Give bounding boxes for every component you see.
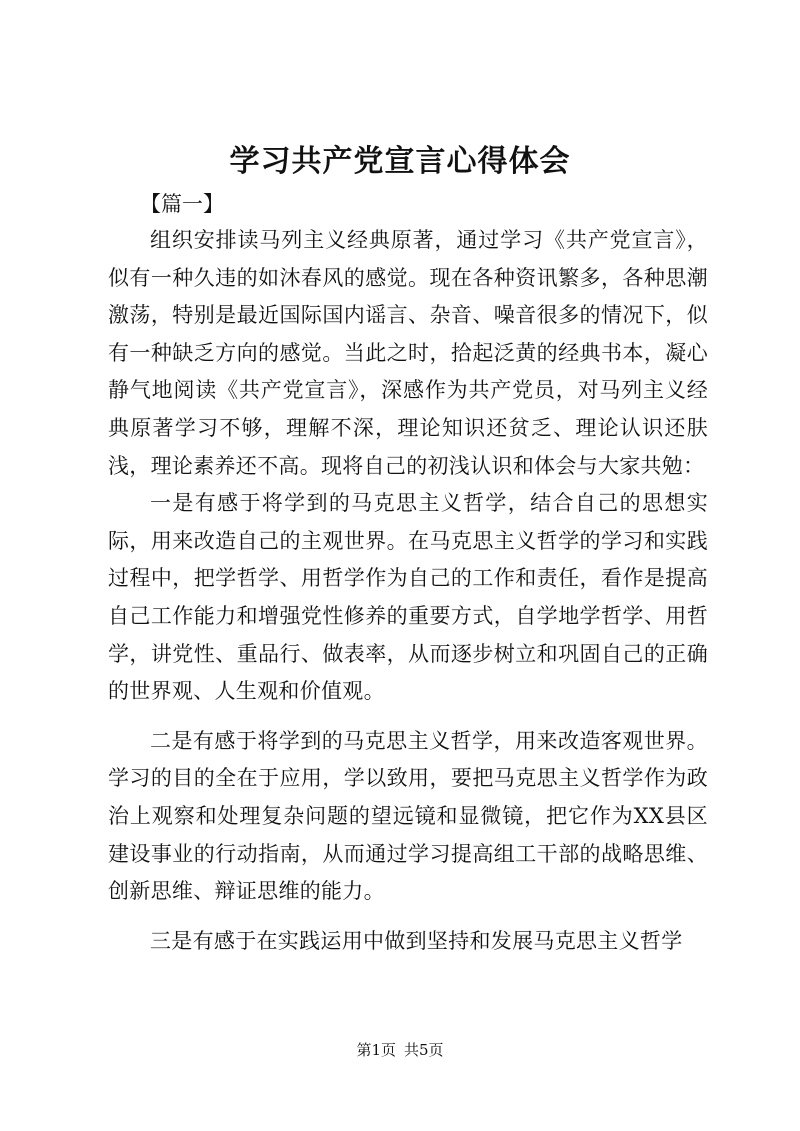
section-label: 【篇一】 — [140, 192, 224, 216]
page-footer — [0, 1040, 800, 1060]
page-number: 第1页 — [356, 1041, 396, 1059]
page-total: 共5页 — [404, 1041, 444, 1059]
paragraph-point-two: 二是有感于将学到的马克思主义哲学，用来改造客观世界。学习的目的全在于应用，学以致用，要把马克思主义哲学作为政治上观察和处理复杂问题的望远镜和显微镜，把它作为XX县区建设事业的行动指南，从而通过学习提高组工干部的战略思维、创新思维、辩证思维的能力。 — [108, 728, 708, 904]
paragraph-point-one: 一是有感于将学到的马克思主义哲学，结合自己的思想实际，用来改造自己的主观世界。在马克思主义哲学的学习和实践过程中，把学哲学、用哲学作为自己的工作和责任，看作是提高自己工作能力和增强党性修养的重要方式，自学地学哲学、用哲学，讲党性、重品行、做表率，从而逐步树立和巩固自己的正确的世界观、人生观和价值观。 — [108, 491, 708, 704]
document-body — [108, 222, 708, 960]
document-title: 学习共产党宣言心得体会 — [229, 144, 571, 179]
paragraph-point-three: 三是有感于在实践运用中做到坚持和发展马克思主义哲学 — [150, 928, 683, 953]
paragraph-intro: 组织安排读马列主义经典原著，通过学习《共产党宣言》，似有一种久违的如沐春风的感觉。现在各种资讯繁多，各种思潮激荡，特别是最近国际国内谣言、杂音、噪音很多的情况下，似有一种缺乏方向的感觉。当此之时，拾起泛黄的经典书本，凝心静气地阅读《共产党宣言》，深感作为共产党员，对马列主义经典原著学习不够，理解不深，理论知识还贫乏、理论认识还肤浅，理论素养还不高。现将自己的初浅认识和体会与大家共勉： — [108, 228, 708, 478]
